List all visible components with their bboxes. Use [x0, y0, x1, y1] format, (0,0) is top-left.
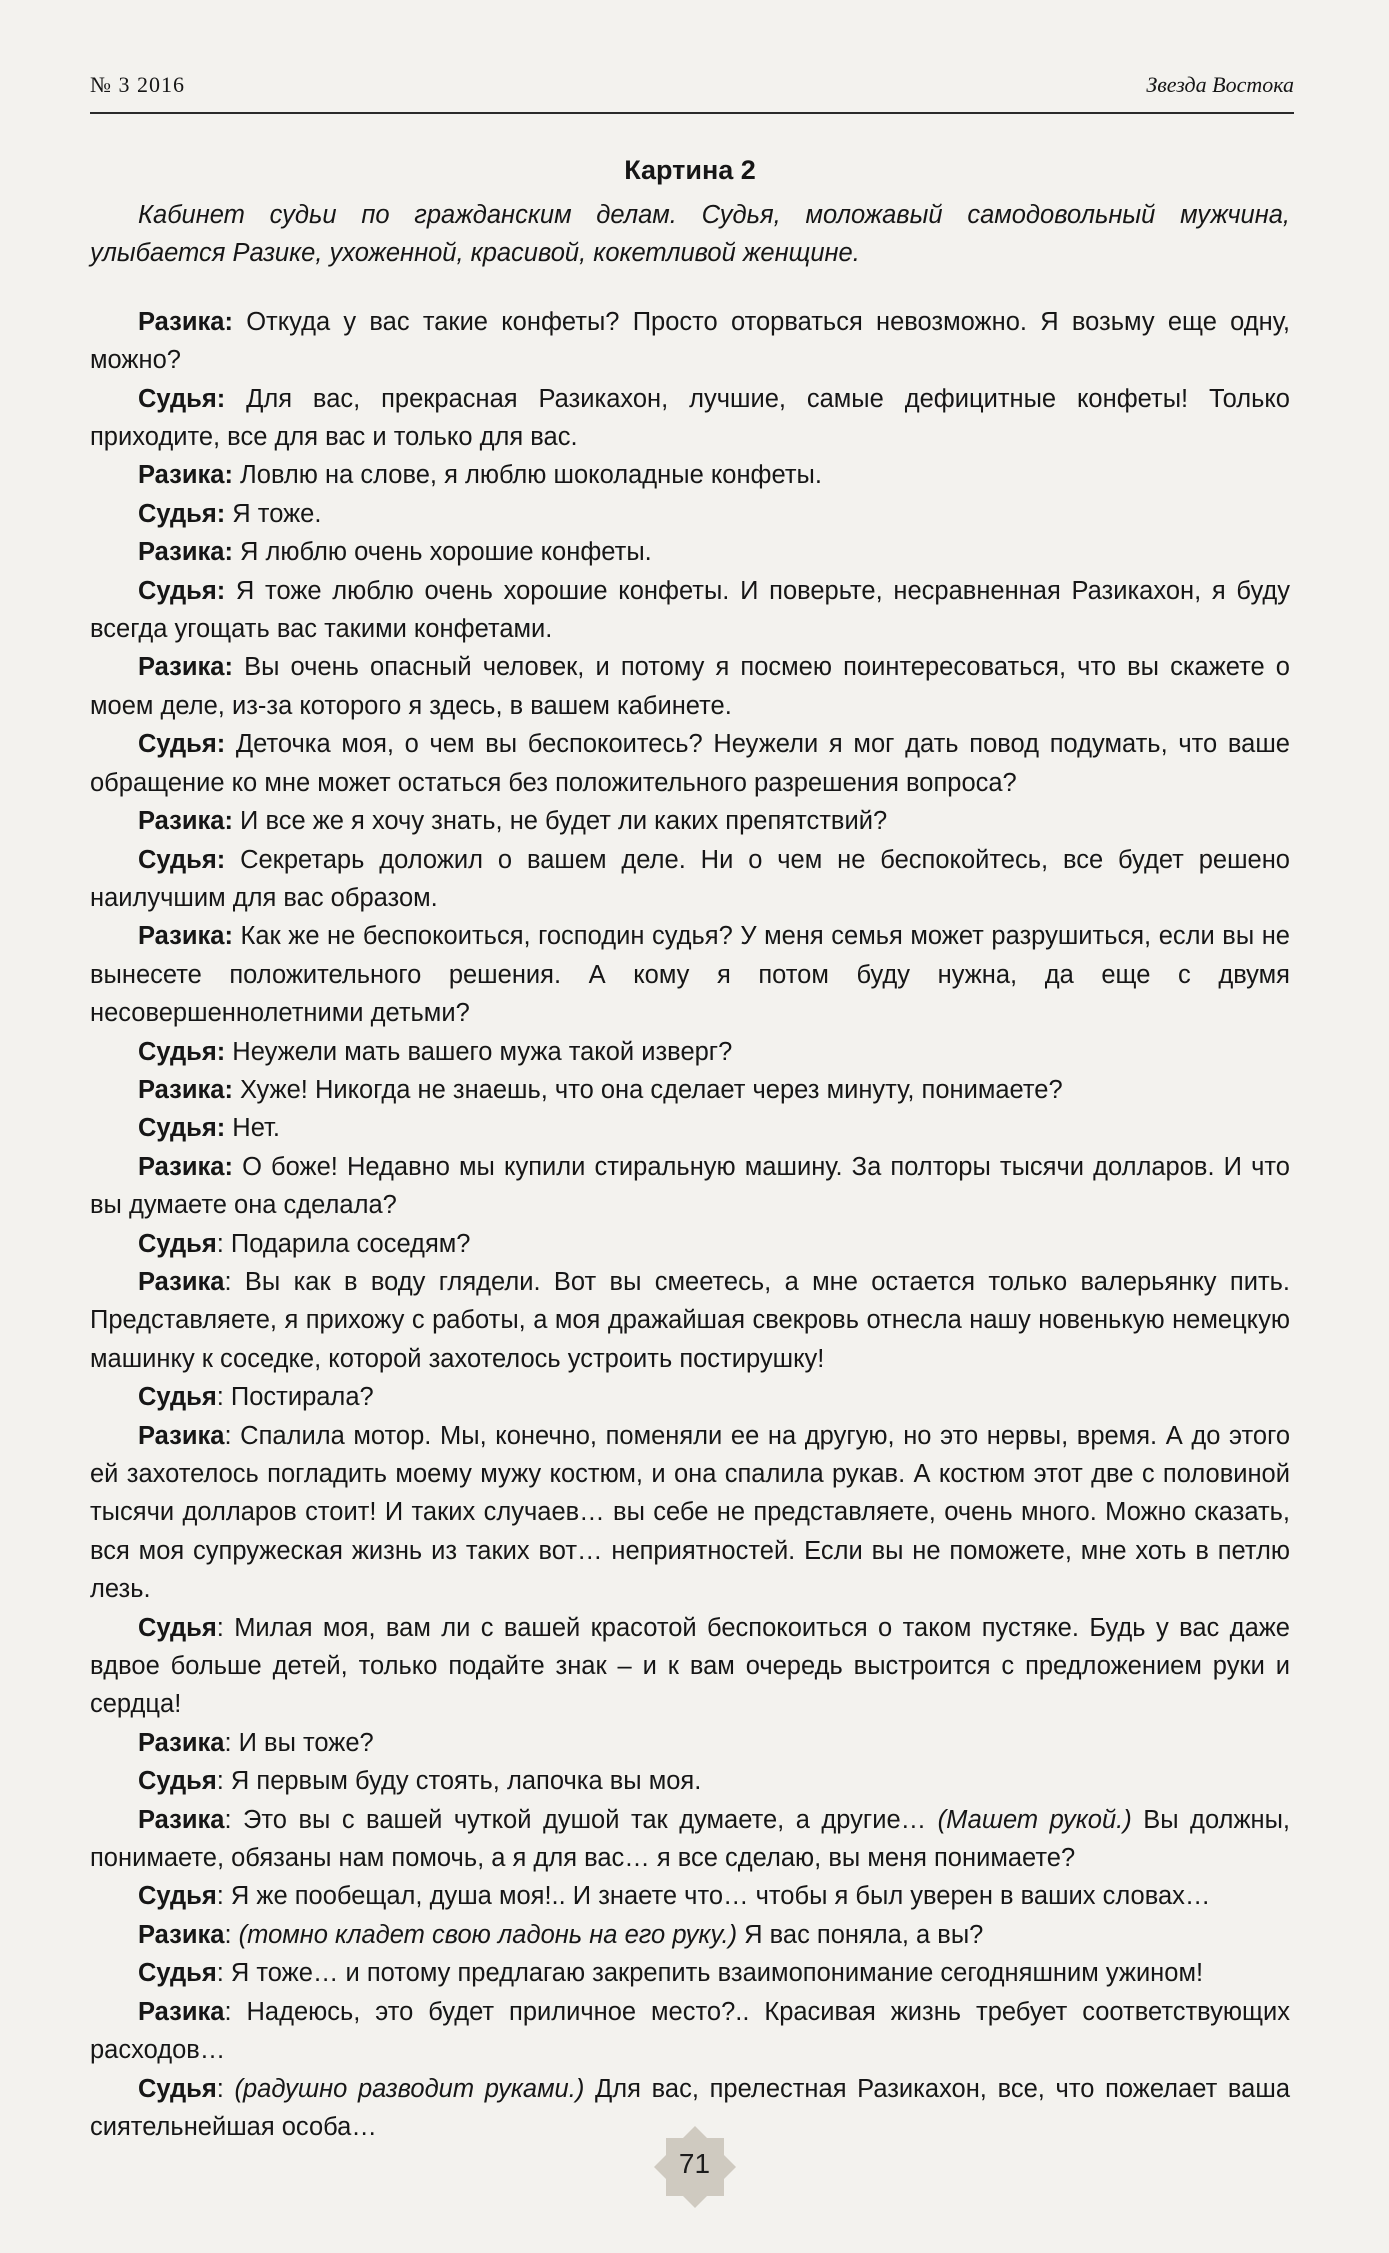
- dialogue-line: [90, 802, 1290, 840]
- line-text-pre: :: [224, 1920, 239, 1949]
- dialogue-line: [90, 1993, 1290, 2070]
- speaker-name: Судья:: [138, 1037, 226, 1066]
- dialogue-line: [90, 917, 1290, 1032]
- stage-direction: Кабинет судьи по гражданским делам. Судья, моложавый самодовольный мужчина, улыбается Разике, ухоженной, красивой, кокетливой женщине.: [90, 201, 1290, 268]
- speaker-name: Судья: [138, 1959, 217, 1988]
- dialogue-line: [90, 1724, 1290, 1762]
- dialogue: [90, 303, 1290, 2147]
- speaker-name: Судья: [138, 1767, 217, 1796]
- speaker-name: Разика:: [138, 538, 233, 567]
- speaker-name: Разика:: [138, 1152, 233, 1181]
- dialogue-line: [90, 841, 1290, 918]
- line-text: Вы должны, понимаете, обязаны нам помочь, а я для вас… я все сделаю, вы меня понимаете?: [90, 1805, 1290, 1873]
- page-body: [90, 150, 1290, 2146]
- stage-remark: (томно кладет свою ладонь на его руку.): [238, 1920, 738, 1949]
- speaker-name: Разика: [138, 1728, 225, 1757]
- stage-remark: (радушно разводит руками.): [234, 2074, 585, 2103]
- line-text: : Милая моя, вам ли с вашей красотой беспокоиться о таком пустяке. Будь у вас даже вдвое больше детей, только подайте знак – и к вам очередь выстроится с предложением руки и сердца!: [90, 1613, 1290, 1719]
- stage-remark: (Машет рукой.): [937, 1805, 1132, 1834]
- line-text-pre: : Это вы с вашей чуткой душой так думаете, а другие…: [224, 1805, 938, 1834]
- line-text: О боже! Недавно мы купили стиральную машину. За полторы тысячи долларов. И что вы думаете она сделала?: [90, 1152, 1290, 1220]
- dialogue-line: [90, 1033, 1290, 1071]
- dialogue-line: [90, 1225, 1290, 1263]
- line-text: Деточка моя, о чем вы беспокоитесь? Неужели я мог дать повод подумать, что ваше обращение ко мне может остаться без положительного разрешения вопроса?: [90, 730, 1290, 797]
- dialogue-line: [90, 1954, 1290, 1992]
- speaker-name: Разика: [138, 1805, 225, 1834]
- line-text: : Спалила мотор. Мы, конечно, поменяли ее на другую, но это нервы, время. А до этого ей захотелось погладить моему мужу костюм, и она спалила рукав. А костюм этот две с половиной тысячи долларов стоит! И таких случаев… вы себе не представляете, очень много. Можно сказать, вся моя супружеская жизнь из таких вот… неприятностей. Если вы не поможете, мне хоть в петлю лезь.: [90, 1421, 1290, 1604]
- speaker-name: Судья:: [138, 384, 226, 413]
- line-text: Неужели мать вашего мужа такой изверг?: [232, 1037, 733, 1066]
- line-text: Вы очень опасный человек, и потому я посмею поинтересоваться, что вы скажете о моем деле, из-за которого я здесь, в вашем кабинете.: [90, 653, 1290, 720]
- dialogue-line: [90, 1148, 1290, 1225]
- page-number-badge: [656, 2128, 734, 2206]
- dialogue-line: [90, 380, 1290, 457]
- journal-title: Звезда Востока: [1146, 72, 1294, 97]
- dialogue-line: [90, 725, 1290, 802]
- line-text: Хуже! Никогда не знаешь, что она сделает через минуту, понимаете?: [240, 1075, 1063, 1104]
- dialogue-line: [90, 648, 1290, 725]
- line-text-pre: :: [216, 2074, 235, 2103]
- line-text: : Я же пообещал, душа моя!.. И знаете что… чтобы я был уверен в ваших словах…: [216, 1882, 1211, 1911]
- line-text: : Я тоже… и потому предлагаю закрепить взаимопонимание сегодняшним ужином!: [216, 1959, 1204, 1988]
- speaker-name: Судья:: [138, 499, 226, 528]
- dialogue-line: [90, 572, 1290, 649]
- speaker-name: Судья:: [138, 1114, 226, 1143]
- speaker-name: Судья: [138, 2074, 217, 2103]
- line-text: Для вас, прелестная Разикахон, все, что пожелает ваша сиятельнейшая особа…: [90, 2074, 1291, 2141]
- speaker-name: Разика: [138, 1920, 225, 1949]
- speaker-name: Разика:: [138, 653, 233, 682]
- dialogue-line: [90, 1801, 1290, 1878]
- line-text: Нет.: [232, 1114, 280, 1143]
- page-footer: [0, 2128, 1389, 2211]
- speaker-name: Разика: [138, 1997, 225, 2026]
- speaker-name: Разика: [138, 1421, 225, 1450]
- speaker-name: Судья: [138, 1882, 217, 1911]
- line-text: Секретарь доложил о вашем деле. Ни о чем не беспокойтесь, все будет решено наилучшим для вас образом.: [90, 845, 1290, 912]
- line-text: Я тоже люблю очень хорошие конфеты. И поверьте, несравненная Разикахон, я буду всегда угощать вас такими конфетами.: [90, 576, 1290, 644]
- line-text: Я люблю очень хорошие конфеты.: [240, 538, 652, 567]
- speaker-name: Разика:: [138, 307, 233, 336]
- dialogue-line: [90, 456, 1290, 494]
- dialogue-line: [90, 533, 1290, 571]
- scene-title: Картина 2: [624, 155, 756, 185]
- running-header: [90, 70, 1294, 114]
- dialogue-line: [90, 1916, 1290, 1954]
- speaker-name: Судья: [138, 1229, 217, 1258]
- dialogue-line: [90, 1263, 1290, 1378]
- page-number: 71: [678, 2148, 711, 2179]
- speaker-name: Судья:: [138, 576, 226, 605]
- line-text: И все же я хочу знать, не будет ли каких препятствий?: [240, 807, 888, 836]
- dialogue-line: [90, 1109, 1290, 1147]
- dialogue-line: [90, 1417, 1290, 1609]
- speaker-name: Разика:: [138, 807, 233, 836]
- line-text: Как же не беспокоиться, господин судья? У меня семья может разрушиться, если вы не вынесете положительного решения. А кому я потом буду нужна, да еще с двумя несовершеннолетними детьми?: [90, 922, 1290, 1028]
- line-text: Ловлю на слове, я люблю шоколадные конфеты.: [240, 461, 822, 490]
- speaker-name: Разика:: [138, 461, 233, 490]
- line-text: : Я первым буду стоять, лапочка вы моя.: [216, 1767, 702, 1796]
- dialogue-line: [90, 1762, 1290, 1800]
- dialogue-line: [90, 1609, 1290, 1724]
- line-text: : Надеюсь, это будет приличное место?.. Красивая жизнь требует соответствующих расходов…: [90, 1997, 1290, 2065]
- line-text: Я тоже.: [232, 499, 322, 528]
- speaker-name: Судья:: [138, 845, 226, 874]
- dialogue-line: [90, 303, 1290, 380]
- line-text: : И вы тоже?: [224, 1728, 374, 1757]
- line-text: Откуда у вас такие конфеты? Просто оторваться невозможно. Я возьму еще одну, можно?: [90, 307, 1290, 375]
- dialogue-line: [90, 1378, 1290, 1416]
- line-text: Для вас, прекрасная Разикахон, лучшие, самые дефицитные конфеты! Только приходите, все для вас и только для вас.: [90, 384, 1290, 452]
- speaker-name: Судья:: [138, 730, 226, 759]
- speaker-name: Судья: [138, 1383, 217, 1412]
- speaker-name: Разика:: [138, 1075, 233, 1104]
- line-text: Я вас поняла, а вы?: [737, 1920, 984, 1949]
- speaker-name: Разика:: [138, 922, 233, 951]
- line-text: : Вы как в воду глядели. Вот вы смеетесь, а мне остается только валерьянку пить. Представляете, я прихожу с работы, а моя дражайшая свекровь отнесла нашу новенькую немецкую машинку к соседке, которой захотелось устроить постирушку!: [90, 1267, 1290, 1373]
- dialogue-line: [90, 1071, 1290, 1109]
- issue-number: № 3 2016: [90, 72, 185, 97]
- speaker-name: Разика: [138, 1267, 225, 1296]
- line-text: : Постирала?: [216, 1383, 374, 1412]
- speaker-name: Судья: [138, 1613, 217, 1642]
- dialogue-line: [90, 495, 1290, 533]
- line-text: : Подарила соседям?: [216, 1229, 471, 1258]
- dialogue-line: [90, 1877, 1290, 1915]
